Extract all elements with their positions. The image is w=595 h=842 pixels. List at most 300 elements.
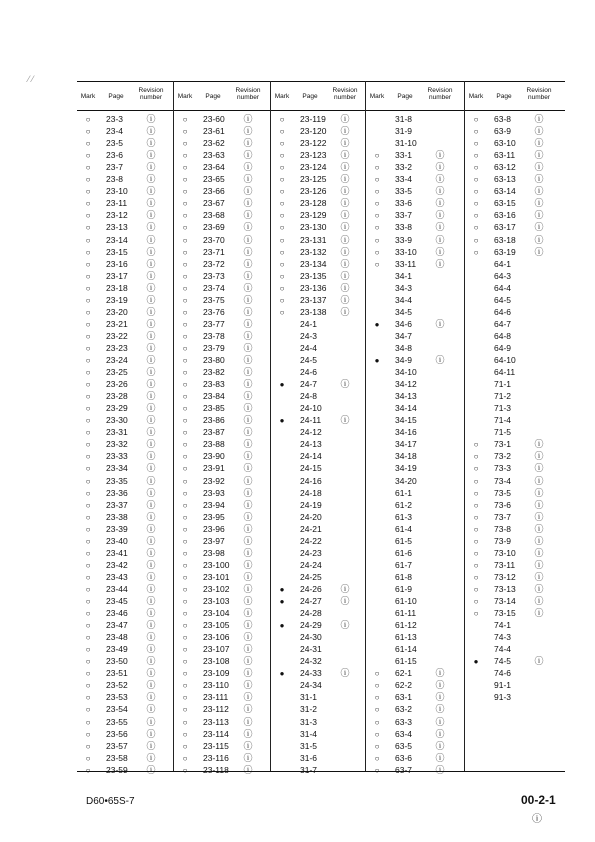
table-row <box>271 307 366 318</box>
page-id: 23-107 <box>203 644 230 655</box>
page-id: 71-4 <box>494 415 512 426</box>
revision-mark: ⓘ <box>146 451 156 462</box>
revision-mark: ⓘ <box>534 559 544 570</box>
page-id: 23-77 <box>203 318 225 329</box>
table-row <box>271 367 366 378</box>
revision-mark: ⓘ <box>340 294 350 305</box>
page-id: 23-20 <box>106 306 128 317</box>
table-row <box>465 512 566 523</box>
page-id: 23-78 <box>203 330 225 341</box>
page-id: 23-126 <box>300 186 327 197</box>
table-row <box>271 488 366 499</box>
page-id: 34-5 <box>395 306 413 317</box>
table-row <box>271 536 366 547</box>
revision-mark: ⓘ <box>435 150 445 161</box>
revision-mark: ⓘ <box>146 126 156 137</box>
mark-symbol: ○ <box>473 163 479 173</box>
mark-symbol: ○ <box>182 693 188 703</box>
table-row <box>366 717 465 728</box>
table-row <box>174 584 271 595</box>
table-row <box>174 198 271 209</box>
revision-mark: ⓘ <box>243 427 253 438</box>
mark-symbol: ○ <box>85 223 91 233</box>
revision-mark: ⓘ <box>146 463 156 474</box>
revision-mark: ⓘ <box>340 174 350 185</box>
revision-mark: ⓘ <box>435 222 445 233</box>
table-row <box>366 162 465 173</box>
mark-symbol: ○ <box>279 259 285 269</box>
table-row <box>366 451 465 462</box>
mark-symbol: ○ <box>473 187 479 197</box>
mark-symbol: ○ <box>374 693 380 703</box>
revision-mark: ⓘ <box>146 487 156 498</box>
page-id: 61-5 <box>395 535 413 546</box>
table-row <box>366 439 465 450</box>
revision-mark: ⓘ <box>243 523 253 534</box>
table-row <box>366 174 465 185</box>
mark-symbol: ○ <box>473 536 479 546</box>
page-id: 23-82 <box>203 367 225 378</box>
page-id: 34-12 <box>395 379 417 390</box>
revision-mark: ⓘ <box>534 583 544 594</box>
mark-symbol: ○ <box>85 259 91 269</box>
revision-mark: ⓘ <box>534 608 544 619</box>
revision-mark: ⓘ <box>146 571 156 582</box>
table-row <box>174 668 271 679</box>
revision-mark: ⓘ <box>534 439 544 450</box>
table-row <box>465 476 566 487</box>
revision-mark: ⓘ <box>146 728 156 739</box>
page-id: 23-62 <box>203 138 225 149</box>
table-row <box>77 656 173 667</box>
table-row <box>77 463 173 474</box>
mark-symbol: ○ <box>182 572 188 582</box>
table-row <box>465 644 566 655</box>
mark-symbol: ○ <box>182 476 188 486</box>
page-id: 34-14 <box>395 403 417 414</box>
table-row <box>366 704 465 715</box>
revision-mark: ⓘ <box>340 306 350 317</box>
table-row <box>366 596 465 607</box>
revision-mark: ⓘ <box>146 559 156 570</box>
revision-mark: ⓘ <box>243 668 253 679</box>
table-row <box>271 572 366 583</box>
mark-symbol: ○ <box>85 597 91 606</box>
mark-symbol: ○ <box>85 271 91 281</box>
table-row <box>271 186 366 197</box>
page-id: 31-4 <box>300 728 318 739</box>
table-row <box>77 548 173 559</box>
mark-symbol: ○ <box>85 404 91 414</box>
revision-mark: ⓘ <box>243 475 253 486</box>
mark-symbol: ○ <box>473 597 479 606</box>
table-row <box>366 620 465 631</box>
table-row <box>465 235 566 246</box>
mark-symbol: ○ <box>374 669 380 679</box>
table-row <box>271 680 366 691</box>
table-row <box>77 488 173 499</box>
mark-symbol: ○ <box>182 741 188 751</box>
table-row <box>366 259 465 270</box>
revision-mark: ⓘ <box>243 559 253 570</box>
mark-symbol: ○ <box>85 669 91 679</box>
table-row <box>366 403 465 414</box>
page-id: 61-12 <box>395 620 417 631</box>
mark-symbol: ○ <box>374 717 380 727</box>
table-row <box>271 548 366 559</box>
page-id: 23-130 <box>300 222 327 233</box>
table-row <box>77 367 173 378</box>
mark-symbol: ○ <box>374 741 380 751</box>
mark-symbol: ○ <box>473 127 479 137</box>
revision-mark: ⓘ <box>146 740 156 751</box>
page-id: 33-2 <box>395 162 413 173</box>
page-id: 24-8 <box>300 391 318 402</box>
revision-mark: ⓘ <box>243 596 253 606</box>
table-row <box>366 186 465 197</box>
revision-mark: ⓘ <box>146 150 156 161</box>
revision-mark: ⓘ <box>340 270 350 281</box>
revision-mark: ⓘ <box>534 114 544 124</box>
page-id: 24-15 <box>300 463 322 474</box>
page-id: 73-14 <box>494 596 516 606</box>
revision-mark: ⓘ <box>534 186 544 197</box>
mark-symbol: ○ <box>279 139 285 149</box>
revision-mark: ⓘ <box>340 162 350 173</box>
table-row <box>465 150 566 161</box>
table-row <box>77 717 173 728</box>
table-row <box>77 355 173 366</box>
table-row <box>465 488 566 499</box>
page-id: 23-101 <box>203 571 230 582</box>
table-row <box>271 355 366 366</box>
table-row <box>366 463 465 474</box>
page-id: 64-4 <box>494 282 512 293</box>
page-id: 63-18 <box>494 234 516 245</box>
page-id: 33-7 <box>395 210 413 221</box>
revision-mark: ⓘ <box>146 330 156 341</box>
revision-mark: ⓘ <box>146 596 156 606</box>
table-row <box>465 656 566 667</box>
table-row <box>271 512 366 523</box>
mark-symbol: ○ <box>279 307 285 317</box>
mark-symbol: ○ <box>85 392 91 402</box>
revision-mark: ⓘ <box>435 234 445 245</box>
page-id: 73-8 <box>494 523 512 534</box>
revision-mark: ⓘ <box>534 234 544 245</box>
revision-mark: ⓘ <box>435 752 445 763</box>
table-row <box>366 222 465 233</box>
page-id: 23-18 <box>106 282 128 293</box>
page-id: 61-10 <box>395 596 417 606</box>
table-row <box>271 500 366 511</box>
revision-mark: ⓘ <box>146 583 156 594</box>
table-row <box>77 524 173 535</box>
revision-mark: ⓘ <box>146 499 156 510</box>
table-row <box>366 271 465 282</box>
mark-symbol: ○ <box>182 753 188 763</box>
page-id: 64-1 <box>494 258 512 269</box>
table-row <box>465 668 566 679</box>
page-id: 34-3 <box>395 282 413 293</box>
page-id: 24-3 <box>300 330 318 341</box>
page-id: 63-8 <box>494 114 512 124</box>
mark-symbol: ○ <box>182 319 188 329</box>
page-id: 64-6 <box>494 306 512 317</box>
page-id: 64-7 <box>494 318 512 329</box>
revision-mark: ⓘ <box>435 210 445 221</box>
mark-symbol: ○ <box>85 621 91 631</box>
table-row <box>366 512 465 523</box>
page-id: 23-39 <box>106 523 128 534</box>
page-id: 23-124 <box>300 162 327 173</box>
mark-symbol: ○ <box>182 283 188 293</box>
mark-symbol: ○ <box>85 681 91 691</box>
page-id: 23-54 <box>106 704 128 715</box>
table-row <box>465 415 566 426</box>
table-row <box>366 656 465 667</box>
table-row <box>271 463 366 474</box>
page-id: 63-12 <box>494 162 516 173</box>
revision-mark: ⓘ <box>146 246 156 257</box>
page-id: 33-5 <box>395 186 413 197</box>
page-id: 23-45 <box>106 596 128 606</box>
page-id: 33-6 <box>395 198 413 209</box>
page-id: 31-6 <box>300 752 318 763</box>
revision-mark: ⓘ <box>435 162 445 173</box>
mark-symbol: ○ <box>85 633 91 643</box>
table-row <box>174 717 271 728</box>
table-row <box>465 692 566 703</box>
page-id: 24-19 <box>300 499 322 510</box>
mark-symbol: ○ <box>182 657 188 667</box>
revision-mark: ⓘ <box>435 716 445 727</box>
revision-mark: ⓘ <box>146 403 156 414</box>
page-id: 23-31 <box>106 427 128 438</box>
revision-mark: ⓘ <box>146 415 156 426</box>
page-id: 23-131 <box>300 234 327 245</box>
table-row <box>366 632 465 643</box>
page-id: 23-16 <box>106 258 128 269</box>
table-row <box>77 222 173 233</box>
table-row <box>77 680 173 691</box>
mark-symbol: ○ <box>85 705 91 715</box>
mark-symbol: ○ <box>182 151 188 161</box>
revision-mark: ⓘ <box>534 463 544 474</box>
revision-mark: ⓘ <box>146 644 156 655</box>
mark-symbol: ○ <box>85 127 91 137</box>
page-id: 61-9 <box>395 583 413 594</box>
mark-symbol: ○ <box>85 609 91 619</box>
revision-mark: ⓘ <box>243 487 253 498</box>
revision-mark: ⓘ <box>146 234 156 245</box>
mark-symbol: ○ <box>85 343 91 353</box>
revision-mark: ⓘ <box>243 728 253 739</box>
mark-symbol: ○ <box>182 175 188 185</box>
table-row <box>174 367 271 378</box>
mark-symbol: ○ <box>85 247 91 257</box>
page-id: 23-73 <box>203 270 225 281</box>
page-id: 23-102 <box>203 583 230 594</box>
revision-mark: ⓘ <box>340 415 350 426</box>
page-id: 24-32 <box>300 656 322 667</box>
revision-mark: ⓘ <box>243 499 253 510</box>
revision-mark: ⓘ <box>340 150 350 161</box>
revision-mark: ⓘ <box>146 632 156 643</box>
mark-symbol: ○ <box>85 548 91 558</box>
page-id: 23-22 <box>106 330 128 341</box>
table-row <box>174 271 271 282</box>
table-row <box>366 741 465 752</box>
table-row <box>174 138 271 149</box>
table-row <box>174 210 271 221</box>
page-id: 31-3 <box>300 716 318 727</box>
revision-mark: ⓘ <box>534 150 544 161</box>
revision-mark: ⓘ <box>243 294 253 305</box>
revision-mark: ⓘ <box>435 728 445 739</box>
table-row <box>366 198 465 209</box>
table-row <box>77 729 173 740</box>
table-row <box>465 247 566 258</box>
table-row <box>77 247 173 258</box>
page-id: 31-5 <box>300 740 318 751</box>
revision-mark: ⓘ <box>340 379 350 390</box>
mark-symbol: ○ <box>182 307 188 317</box>
mark-symbol: ○ <box>85 380 91 390</box>
revision-mark: ⓘ <box>243 608 253 619</box>
table-row <box>174 451 271 462</box>
table-row <box>77 596 173 607</box>
table-row <box>77 186 173 197</box>
page-id: 74-6 <box>494 668 512 679</box>
table-row <box>465 548 566 559</box>
page-id: 34-15 <box>395 415 417 426</box>
table-row <box>77 415 173 426</box>
mark-symbol: ○ <box>182 500 188 510</box>
header-mark: Mark <box>468 93 484 100</box>
revision-mark: ⓘ <box>146 439 156 450</box>
page-id: 23-79 <box>203 342 225 353</box>
revision-mark: ⓘ <box>435 198 445 209</box>
page-id: 61-15 <box>395 656 417 667</box>
table-row <box>174 355 271 366</box>
page-id: 23-35 <box>106 475 128 486</box>
table-row <box>77 512 173 523</box>
mark-symbol: ○ <box>182 452 188 462</box>
revision-column <box>77 81 173 775</box>
table-row <box>366 415 465 426</box>
mark-symbol: ○ <box>374 199 380 209</box>
revision-mark: ⓘ <box>146 222 156 233</box>
table-row <box>366 319 465 330</box>
column-header <box>271 87 366 107</box>
page-id: 23-115 <box>203 740 229 751</box>
mark-symbol: ○ <box>182 127 188 137</box>
revision-mark: ⓘ <box>146 114 156 124</box>
revision-mark: ⓘ <box>243 222 253 233</box>
revision-mark: ⓘ <box>435 246 445 257</box>
table-row <box>366 391 465 402</box>
mark-symbol: ○ <box>182 584 188 594</box>
page-id: 23-80 <box>203 355 225 365</box>
document-code: D60•65S-7 <box>86 796 135 807</box>
page-id: 23-21 <box>106 318 128 329</box>
table-row <box>271 379 366 390</box>
revision-mark: ⓘ <box>146 475 156 486</box>
table-row <box>271 439 366 450</box>
table-row <box>271 596 366 607</box>
mark-symbol: ○ <box>374 259 380 269</box>
table-row <box>174 524 271 535</box>
revision-column <box>464 81 566 771</box>
table-row <box>366 283 465 294</box>
page-id: 74-5 <box>494 656 512 667</box>
table-row <box>174 247 271 258</box>
page-id: 24-10 <box>300 403 322 414</box>
table-row <box>174 222 271 233</box>
page-id: 24-33 <box>300 668 322 679</box>
table-row <box>366 753 465 764</box>
table-row <box>465 367 566 378</box>
mark-symbol: ○ <box>182 211 188 221</box>
table-row <box>271 295 366 306</box>
table-row <box>271 391 366 402</box>
mark-symbol: ○ <box>374 765 380 775</box>
page-id: 23-25 <box>106 367 128 378</box>
table-row <box>77 753 173 764</box>
table-row <box>77 259 173 270</box>
page-id: 33-1 <box>395 150 413 161</box>
table-row <box>271 162 366 173</box>
mark-symbol: ○ <box>279 271 285 281</box>
table-row <box>366 150 465 161</box>
page-id: 62-2 <box>395 680 413 691</box>
page-id: 91-1 <box>494 680 512 691</box>
mark-symbol: ○ <box>182 235 188 245</box>
revision-mark: ⓘ <box>534 535 544 546</box>
mark-symbol: ○ <box>85 753 91 763</box>
revision-mark: ⓘ <box>243 692 253 703</box>
page-id: 73-7 <box>494 511 512 522</box>
page-id: 23-74 <box>203 282 225 293</box>
page-id: 23-59 <box>106 764 128 775</box>
page-id: 23-114 <box>203 728 229 739</box>
revision-mark: ⓘ <box>146 547 156 558</box>
page-id: 63-14 <box>494 186 516 197</box>
page-id: 23-71 <box>203 246 225 257</box>
header-page: Page <box>302 93 318 100</box>
table-row <box>465 572 566 583</box>
header-revision-number: Revision number <box>235 87 261 101</box>
revision-mark: ⓘ <box>534 571 544 582</box>
table-row <box>465 319 566 330</box>
table-row <box>174 512 271 523</box>
mark-symbol: ○ <box>85 524 91 534</box>
table-row <box>366 644 465 655</box>
margin-mark: ⁄ ⁄ <box>28 74 34 84</box>
table-row <box>174 620 271 631</box>
column-header <box>465 87 566 107</box>
table-row <box>366 680 465 691</box>
page-revision-mark: ⓘ <box>532 814 542 825</box>
page-id: 23-87 <box>203 427 225 438</box>
table-row <box>465 632 566 643</box>
table-row <box>366 247 465 258</box>
table-row <box>77 283 173 294</box>
table-row <box>174 391 271 402</box>
mark-symbol: ○ <box>85 645 91 655</box>
table-row <box>174 307 271 318</box>
